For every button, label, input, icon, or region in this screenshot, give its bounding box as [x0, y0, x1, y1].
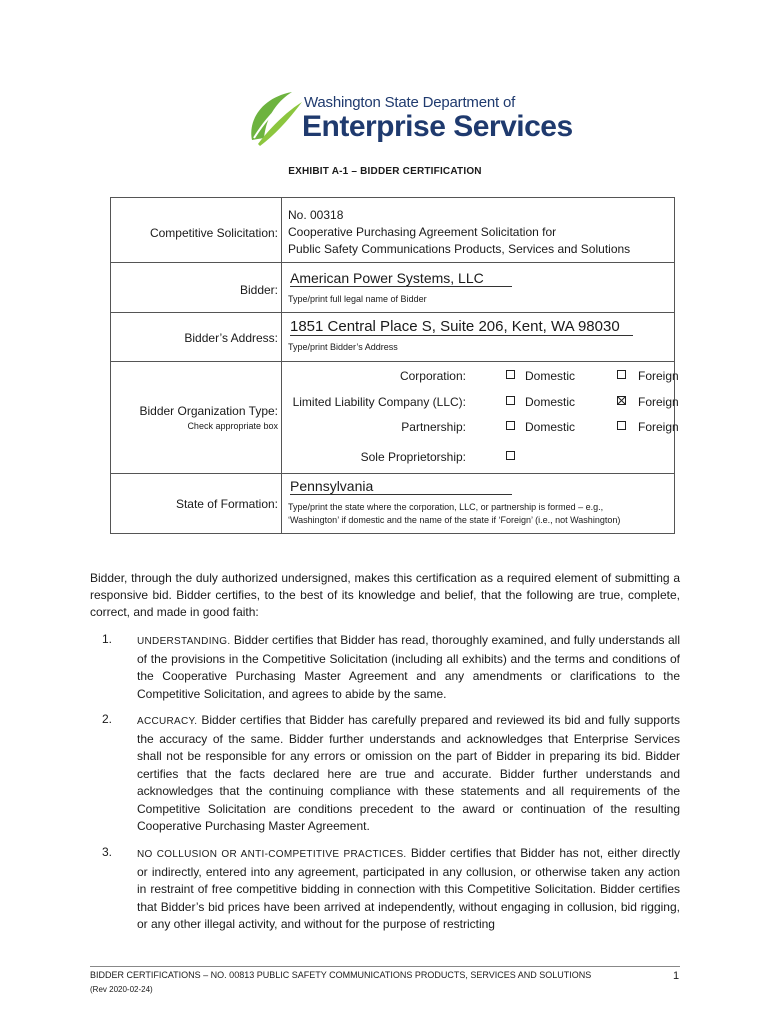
org-type-sublabel: Check appropriate box [187, 421, 278, 431]
certification-item-understanding [137, 632, 680, 703]
item-text: Bidder certifies that Bidder has not, either directly or indirectly, entered into any agreement, participated in any collusion, or otherwise taken any action in restraint of free competitive bidding in connection with this Competitive Solicitation. Bidder certifies that Bidder’s bid prices have been arrived at independently, without engaging in collusion, bid rigging, or any other illegal activity, and without for the purpose of restricting [137, 846, 680, 931]
table-row-divider [111, 473, 674, 474]
state-label: State of Formation: [175, 497, 278, 511]
org-type-label: Bidder Organization Type: [139, 404, 278, 418]
state-hint-line1: Type/print the state where the corporation, LLC, or partnership is formed – e.g., [288, 502, 604, 512]
org-llc-label: Limited Liability Company (LLC): [292, 395, 466, 409]
sole-proprietorship-checkbox[interactable] [506, 451, 515, 460]
certification-item-accuracy [137, 712, 680, 836]
footer-rule [90, 966, 680, 967]
corporation-domestic-label: Domestic [525, 369, 576, 383]
item-number: 3. [102, 845, 113, 859]
state-of-formation-field[interactable]: Pennsylvania [290, 478, 512, 495]
des-logo [246, 88, 573, 150]
logo-text-line1: Washington State Department of [304, 94, 516, 111]
certification-table [110, 197, 679, 534]
item-heading: ACCURACY. [137, 716, 198, 727]
org-sole-proprietorship-label: Sole Proprietorship: [360, 450, 466, 464]
partnership-domestic-checkbox[interactable] [506, 421, 515, 430]
item-text: Bidder certifies that Bidder has carefully prepared and reviewed its bid and fully supports the accuracy of the same. Bidder further understands and acknowledges that Enterprise Services shall not be responsible for any errors or omission on the part of Bidder in preparing its bid. Bidder certifies that the facts declared here are true and accurate. Bidder further understands and acknowledges that the continuing compliance with these statements and all requirements of the Competitive Solicitation are conditions precedent to the award or continuation of the resulting Cooperative Purchasing Master Agreement. [137, 713, 680, 833]
intro-paragraph: Bidder, through the duly authorized undersigned, makes this certification as a required element of submitting a responsive bid. Bidder certifies, to the best of its knowledge and belief, that the following are true, complete, correct, and made in good faith: [90, 571, 680, 619]
solicitation-title-line2: Public Safety Communications Products, Services and Solutions [288, 242, 631, 256]
partnership-foreign-checkbox[interactable] [617, 421, 626, 430]
solicitation-label: Competitive Solicitation: [149, 226, 278, 240]
address-hint: Type/print Bidder’s Address [288, 342, 398, 352]
llc-domestic-checkbox[interactable] [506, 396, 515, 405]
partnership-domestic-label: Domestic [525, 420, 576, 434]
state-hint-line2: ‘Washington’ if domestic and the name of the state if ‘Foreign’ (i.e., not Washington) [288, 515, 621, 525]
corporation-foreign-checkbox[interactable] [617, 370, 626, 379]
footer-revision: (Rev 2020-02-24) [90, 985, 153, 994]
bidder-name-field[interactable]: American Power Systems, LLC [290, 270, 512, 287]
corporation-foreign-label: Foreign [638, 369, 679, 383]
llc-foreign-label: Foreign [638, 395, 679, 409]
item-number: 1. [102, 632, 113, 646]
corporation-domestic-checkbox[interactable] [506, 370, 515, 379]
bidder-hint: Type/print full legal name of Bidder [288, 294, 427, 304]
exhibit-title: EXHIBIT A-1 – BIDDER CERTIFICATION [288, 166, 482, 177]
certification-item-no-collusion [137, 845, 680, 934]
solicitation-title-line1: Cooperative Purchasing Agreement Solicitation for [288, 225, 557, 239]
llc-foreign-checkbox-checked[interactable] [617, 396, 626, 405]
table-row-divider [111, 262, 674, 263]
logo-text-line2: Enterprise Services [302, 110, 573, 143]
partnership-foreign-label: Foreign [638, 420, 679, 434]
page-number: 1 [673, 970, 680, 982]
bidder-address-field[interactable]: 1851 Central Place S, Suite 206, Kent, WA 98030 [290, 318, 633, 336]
item-number: 2. [102, 712, 113, 726]
llc-domestic-label: Domestic [525, 395, 576, 409]
org-corporation-label: Corporation: [399, 369, 466, 383]
table-row-divider [111, 361, 674, 362]
address-label: Bidder’s Address: [184, 331, 278, 345]
footer-title: BIDDER CERTIFICATIONS – NO. 00813 PUBLIC SAFETY COMMUNICATIONS PRODUCTS, SERVICES AND SOLUTIONS [90, 970, 592, 980]
org-partnership-label: Partnership: [401, 420, 466, 434]
item-text: Bidder certifies that Bidder has read, thoroughly examined, and fully understands all of the provisions in the Competitive Solicitation (including all exhibits) and the terms and conditions of the Cooperative Purchasing Master Agreement and any amendments or clarifications to the Competitive Solicitation, and agrees to abide by the same. [137, 633, 680, 701]
item-heading: UNDERSTANDING. [137, 636, 231, 647]
table-column-divider [281, 198, 282, 533]
item-heading: NO COLLUSION OR ANTI-COMPETITIVE PRACTICES. [137, 849, 407, 860]
table-row-divider [111, 312, 674, 313]
leaf-swoosh-icon [246, 88, 306, 150]
bidder-label: Bidder: [239, 283, 278, 297]
solicitation-number: No. 00318 [288, 208, 344, 222]
